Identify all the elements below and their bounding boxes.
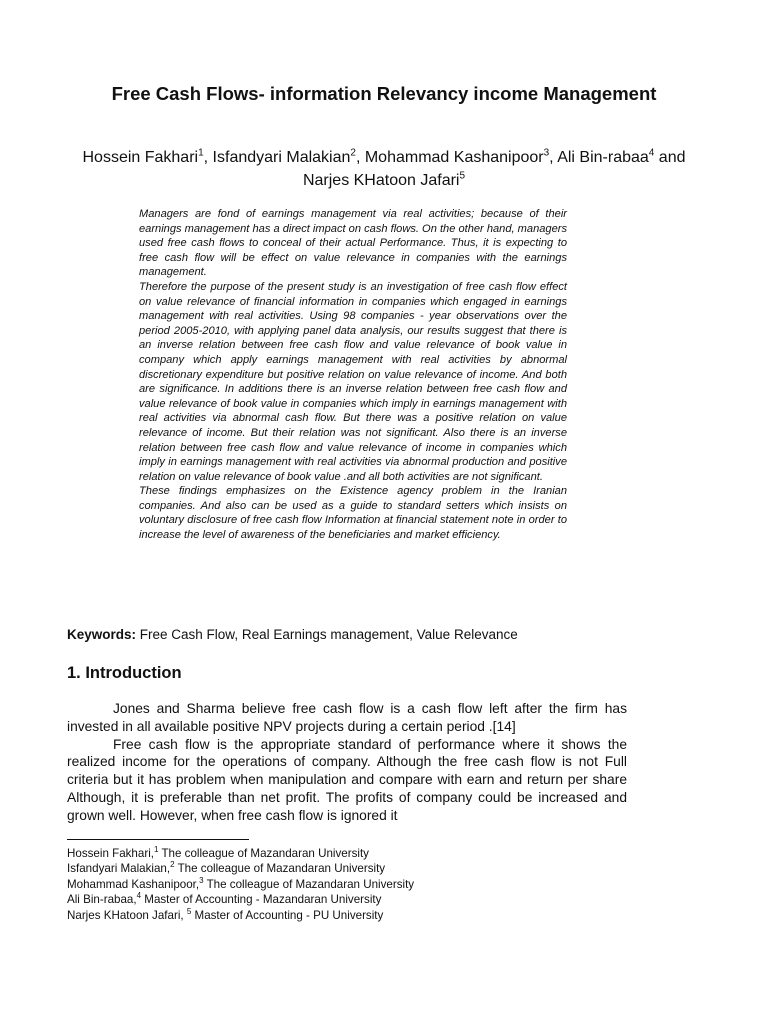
- footnote-name: Hossein Fakhari,: [67, 847, 154, 860]
- footnote: [67, 846, 707, 861]
- footnote-name: Ali Bin-rabaa,: [67, 893, 137, 907]
- author-affiliation-marker: 4: [648, 147, 655, 159]
- keywords-label: Keywords:: [67, 627, 137, 642]
- footnote-marker: 4: [136, 891, 142, 901]
- author-separator: ,: [203, 149, 213, 166]
- footnote-text: The colleague of Mazandaran University: [158, 847, 369, 860]
- author-separator: ,: [355, 149, 365, 166]
- author-affiliation-marker: 3: [543, 147, 550, 159]
- footnote: [67, 861, 707, 876]
- author-separator: ,: [549, 149, 558, 166]
- footnote-marker: 1: [154, 845, 159, 855]
- section-heading: 1. Introduction: [67, 664, 182, 682]
- abstract-paragraph: Managers are fond of earnings management via real activities; because of their earnings management has a direct impact on cash flows. On the other hand, managers used free cash flows to conceal of their actual Performance. Thus, it is expecting to free cash flow will be effect on value relevance in companies with the earnings management.: [139, 208, 567, 279]
- author-separator: and: [654, 149, 686, 166]
- author-name: Ali Bin-rabaa: [557, 149, 649, 166]
- abstract: [139, 207, 567, 543]
- footnote-name: Isfandyari Malakian,: [67, 862, 171, 876]
- author-name: Hossein Fakhari: [82, 149, 199, 166]
- footnote-marker: 2: [170, 860, 175, 870]
- footnote-marker: 3: [199, 875, 204, 885]
- author-list: [60, 146, 708, 192]
- author-name: Mohammad Kashanipoor: [364, 149, 544, 166]
- author-affiliation-marker: 1: [198, 147, 204, 159]
- footnote-text: The colleague of Mazandaran University: [203, 877, 415, 891]
- keywords-text: Free Cash Flow, Real Earnings management, Value Relevance: [136, 627, 518, 642]
- footnote-text: Master of Accounting - Mazandaran University: [141, 893, 382, 907]
- footnote-marker: 5: [186, 906, 192, 916]
- footnotes: [67, 846, 707, 923]
- paper-title: Free Cash Flows- information Relevancy income Management: [111, 83, 657, 104]
- footnote-text: Master of Accounting - PU University: [191, 908, 384, 922]
- author-affiliation-marker: 5: [459, 170, 466, 182]
- keywords-line: [67, 626, 707, 644]
- footnote-divider: [67, 839, 249, 840]
- author-name: Narjes KHatoon Jafari: [302, 172, 460, 189]
- introduction-body: [67, 700, 627, 825]
- body-paragraph: Free cash flow is the appropriate standard of performance where it shows the realized income for the operations of company. Although the free cash flow is not Full criteria but it has problem when manipulation and compare with earn and return per share Although, it is preferable than net profit. The profits of company could be increased and grown well. However, when free cash flow is ignored it: [67, 736, 627, 823]
- body-paragraph: Jones and Sharma believe free cash flow is a cash flow left after the firm has invested in all available positive NPV projects during a certain period .[14]: [67, 701, 627, 734]
- footnote: [67, 908, 707, 923]
- abstract-paragraph: These findings emphasizes on the Existence agency problem in the Iranian companies. And also can be used as a guide to standard setters which insists on voluntary disclosure of free cash flow Information at financial statement note in order to increase the level of awareness of the beneficiaries and market efficiency.: [139, 485, 567, 542]
- author-name: Isfandyari Malakian: [212, 149, 351, 166]
- footnote: [67, 877, 707, 892]
- footnote: [67, 892, 707, 907]
- abstract-paragraph: Therefore the purpose of the present study is an investigation of free cash flow effect on value relevance of financial information in companies which engaged in earnings management with real activities. Using 98 companies - year observations over the period 2005-2010, with applying panel data analysis, our results suggest that there is an inverse relation between free cash flow and value relevance of book value in company which apply earnings management with real activities by abnormal discretionary expenditure but positive relation on value relevance of income. And both are significance. In additions there is an inverse relation between free cash flow and value relevance of book value in companies which imply in earnings management with real activities via abnormal cash flow. But there was a positive relation on value relevance of income. But their relation was not significant. Also there is an inverse relation between free cash flow and value relevance of income in companies which imply in earnings management with real activities via abnormal production and positive relation on value relevance of book value .and all both activities are not significant.: [139, 280, 567, 483]
- footnote-text: The colleague of Mazandaran University: [174, 862, 386, 876]
- author-affiliation-marker: 2: [350, 147, 356, 159]
- footnote-name: Mohammad Kashanipoor,: [67, 877, 200, 891]
- footnote-name: Narjes KHatoon Jafari,: [67, 908, 187, 922]
